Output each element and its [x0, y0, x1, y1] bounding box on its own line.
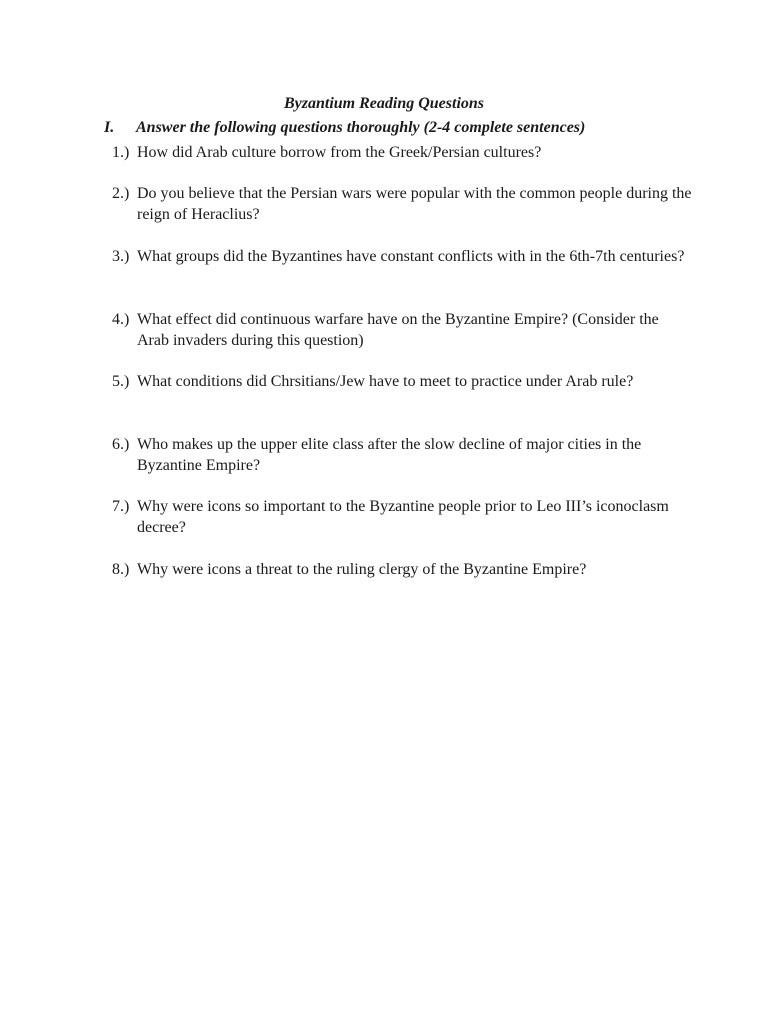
- question-text: How did Arab culture borrow from the Greek/Persian cultures?: [137, 144, 542, 161]
- question-text: Why were icons so important to the Byzantine people prior to Leo III’s iconoclasm decree?: [137, 498, 669, 536]
- question-text: Who makes up the upper elite class after the slow decline of major cities in the Byzantine Empire?: [137, 436, 642, 474]
- question-number: 4.): [112, 311, 130, 328]
- question-text: What conditions did Chrsitians/Jew have to meet to practice under Arab rule?: [137, 373, 634, 390]
- question-number: 7.): [112, 498, 130, 515]
- question-number: 2.): [112, 185, 130, 202]
- question-number: 1.): [112, 144, 130, 161]
- question-item: [112, 496, 692, 538]
- question-number: 6.): [112, 436, 130, 453]
- question-text: Why were icons a threat to the ruling clergy of the Byzantine Empire?: [137, 561, 587, 578]
- section-heading: [104, 118, 704, 138]
- question-number: 3.): [112, 248, 130, 265]
- section-heading-text: Answer the following questions thoroughly (2-4 complete sentences): [136, 119, 586, 136]
- question-item: [112, 559, 692, 580]
- question-item: [112, 142, 692, 163]
- question-item: [112, 246, 692, 267]
- question-text: What effect did continuous warfare have on the Byzantine Empire? (Consider the Arab invaders during this question): [137, 311, 659, 349]
- question-item: [112, 183, 692, 225]
- question-text: Do you believe that the Persian wars were popular with the common people during the reign of Heraclius?: [137, 185, 692, 223]
- question-item: [112, 309, 692, 351]
- section-numeral: I.: [104, 119, 115, 136]
- question-item: [112, 434, 692, 476]
- question-number: 5.): [112, 373, 130, 390]
- question-item: [112, 371, 692, 392]
- question-text: What groups did the Byzantines have constant conflicts with in the 6th-7th centuries?: [137, 248, 685, 265]
- document-title: Byzantium Reading Questions: [283, 95, 485, 112]
- question-number: 8.): [112, 561, 130, 578]
